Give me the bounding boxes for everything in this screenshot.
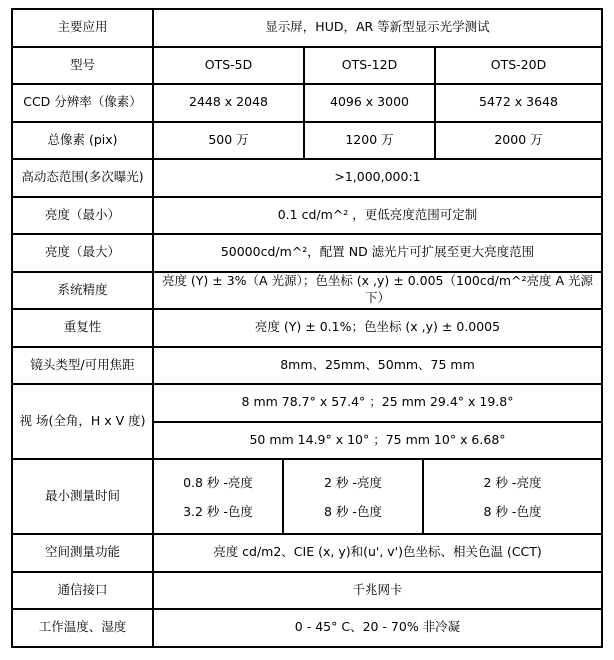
cell-repeatability-value: 亮度 (Y) ± 0.1%；色坐标 (x ,y) ± 0.0005 bbox=[154, 310, 603, 348]
row-label-lens: 镜头类型/可用焦距 bbox=[13, 348, 154, 386]
cell-model-ots12d: OTS-12D bbox=[305, 48, 436, 86]
min-time-ots5d-chromaticity: 3.2 秒 -色度 bbox=[183, 503, 253, 519]
min-time-ots12d-luminance: 2 秒 -亮度 bbox=[324, 475, 382, 491]
row-label-hdr: 高动态范围(多次曝光) bbox=[13, 160, 154, 198]
row-label-luminance-min: 亮度（最小） bbox=[13, 198, 154, 236]
cell-fov-line2: 50 mm 14.9° x 10° ；75 mm 10° x 6.68° bbox=[154, 423, 603, 461]
row-label-system-accuracy: 系统精度 bbox=[13, 273, 154, 311]
min-time-ots5d-luminance: 0.8 秒 -亮度 bbox=[183, 475, 253, 491]
row-label-total-pixels: 总像素 (pix) bbox=[13, 123, 154, 161]
row-model bbox=[13, 48, 603, 86]
row-label-repeatability: 重复性 bbox=[13, 310, 154, 348]
cell-fov-line1: 8 mm 78.7° x 57.4° ；25 mm 29.4° x 19.8° bbox=[154, 385, 603, 423]
min-time-ots12d-chromaticity: 8 秒 -色度 bbox=[324, 503, 382, 519]
row-repeatability bbox=[13, 310, 603, 348]
spec-table bbox=[11, 8, 603, 648]
cell-interface-value: 千兆网卡 bbox=[154, 573, 603, 611]
row-luminance-min bbox=[13, 198, 603, 236]
row-system-accuracy bbox=[13, 273, 603, 311]
row-hdr bbox=[13, 160, 603, 198]
row-label-interface: 通信接口 bbox=[13, 573, 154, 611]
cell-min-time-ots5d bbox=[154, 460, 284, 535]
row-fov bbox=[13, 385, 603, 460]
row-label-ccd-resolution: CCD 分辨率（像素） bbox=[13, 85, 154, 123]
cell-model-ots20d: OTS-20D bbox=[436, 48, 603, 86]
cell-main-application-value: 显示屏，HUD，AR 等新型显示光学测试 bbox=[154, 10, 603, 48]
row-ccd-resolution bbox=[13, 85, 603, 123]
row-operating bbox=[13, 610, 603, 648]
row-label-model: 型号 bbox=[13, 48, 154, 86]
cell-ccd-resolution-2: 4096 x 3000 bbox=[305, 85, 436, 123]
min-time-ots20d-chromaticity: 8 秒 -色度 bbox=[483, 503, 542, 519]
cell-luminance-max-value: 50000cd/m^²，配置 ND 滤光片可扩展至更大亮度范围 bbox=[154, 235, 603, 273]
row-label-min-time: 最小测量时间 bbox=[13, 460, 154, 535]
cell-spatial-value: 亮度 cd/m2、CIE (x, y)和(u', v')色坐标、相关色温 (CCT) bbox=[154, 535, 603, 573]
cell-operating-value: 0 - 45° C、20 - 70% 非冷凝 bbox=[154, 610, 603, 648]
row-label-spatial: 空间测量功能 bbox=[13, 535, 154, 573]
cell-total-pixels-2: 1200 万 bbox=[305, 123, 436, 161]
cell-model-ots5d: OTS-5D bbox=[154, 48, 305, 86]
row-label-main-application: 主要应用 bbox=[13, 10, 154, 48]
row-label-operating: 工作温度、湿度 bbox=[13, 610, 154, 648]
min-time-ots20d-luminance: 2 秒 -亮度 bbox=[483, 475, 542, 491]
cell-total-pixels-1: 500 万 bbox=[154, 123, 305, 161]
row-lens bbox=[13, 348, 603, 386]
row-label-fov: 视 场(全角，H x V 度) bbox=[13, 385, 154, 460]
cell-lens-value: 8mm、25mm、50mm、75 mm bbox=[154, 348, 603, 386]
fov-value-stack bbox=[154, 385, 603, 460]
row-interface bbox=[13, 573, 603, 611]
cell-luminance-min-value: 0.1 cd/m^² ，更低亮度范围可定制 bbox=[154, 198, 603, 236]
cell-ccd-resolution-1: 2448 x 2048 bbox=[154, 85, 305, 123]
cell-total-pixels-3: 2000 万 bbox=[436, 123, 603, 161]
row-main-application bbox=[13, 10, 603, 48]
cell-min-time-ots12d bbox=[284, 460, 424, 535]
row-spatial bbox=[13, 535, 603, 573]
cell-hdr-value: >1,000,000:1 bbox=[154, 160, 603, 198]
row-min-time bbox=[13, 460, 603, 535]
cell-min-time-ots20d bbox=[424, 460, 603, 535]
row-luminance-max bbox=[13, 235, 603, 273]
row-label-luminance-max: 亮度（最大） bbox=[13, 235, 154, 273]
cell-ccd-resolution-3: 5472 x 3648 bbox=[436, 85, 603, 123]
cell-system-accuracy-value: 亮度 (Y) ± 3%（A 光源）；色坐标 (x ,y) ± 0.005（100cd/m^²亮度 A 光源下） bbox=[154, 273, 603, 311]
row-total-pixels bbox=[13, 123, 603, 161]
